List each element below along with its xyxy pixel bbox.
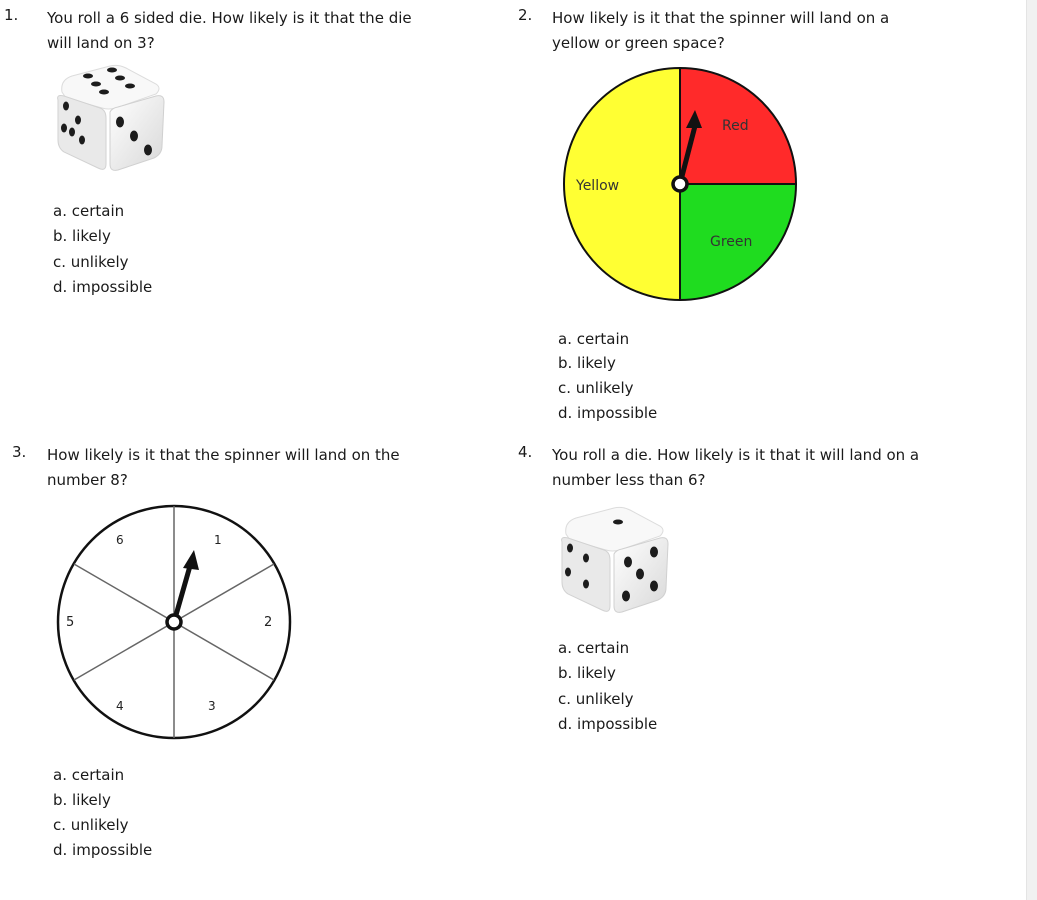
question-text-line-2: number 8?: [47, 471, 128, 489]
spinner-label-4: 4: [116, 699, 124, 713]
question-number: 3.: [12, 443, 27, 461]
answer-option-b: b. likely: [558, 664, 616, 682]
question-text-line-1: How likely is it that the spinner will land on the: [47, 446, 400, 464]
spinner-label-red: Red: [722, 118, 749, 134]
answer-option-a: a. certain: [53, 766, 125, 784]
question-number: 1.: [4, 6, 19, 24]
die-icon: [52, 62, 167, 174]
spinner-label-2: 2: [264, 615, 273, 630]
question-text-line-2: yellow or green space?: [552, 34, 725, 52]
spinner-label-5: 5: [66, 615, 75, 630]
answer-option-a: a. certain: [558, 639, 630, 657]
spinner-label-3: 3: [208, 699, 216, 713]
answer-option-c: c. unlikely: [53, 816, 129, 834]
question-text-line-1: You roll a die. How likely is it that it will land on a: [552, 446, 920, 464]
question-number: 4.: [518, 443, 533, 461]
spinner-label-1: 1: [214, 533, 222, 547]
die-icon: [556, 504, 671, 616]
question-text-line-1: How likely is it that the spinner will land on a: [552, 9, 890, 27]
spinner-label-green: Green: [710, 234, 753, 250]
answer-option-a: a. certain: [558, 330, 630, 348]
answer-option-d: d. impossible: [558, 404, 658, 422]
answer-option-b: b. likely: [53, 227, 111, 245]
answer-option-d: d. impossible: [558, 715, 658, 733]
answer-option-d: d. impossible: [53, 841, 153, 859]
answer-option-c: c. unlikely: [558, 379, 634, 397]
scrollbar[interactable]: [1026, 0, 1037, 900]
spinner-label-yellow: Yellow: [576, 178, 620, 194]
question-text-line-1: You roll a 6 sided die. How likely is it that the die: [47, 9, 412, 27]
question-text-line-2: number less than 6?: [552, 471, 706, 489]
answer-option-b: b. likely: [558, 354, 616, 372]
answer-option-d: d. impossible: [53, 278, 153, 296]
answer-option-c: c. unlikely: [53, 253, 129, 271]
question-text-line-2: will land on 3?: [47, 34, 155, 52]
color-spinner-icon: [562, 66, 802, 306]
number-spinner-icon: [54, 504, 294, 744]
answer-option-b: b. likely: [53, 791, 111, 809]
answer-option-c: c. unlikely: [558, 690, 634, 708]
question-number: 2.: [518, 6, 533, 24]
spinner-label-6: 6: [116, 533, 124, 547]
answer-option-a: a. certain: [53, 202, 125, 220]
